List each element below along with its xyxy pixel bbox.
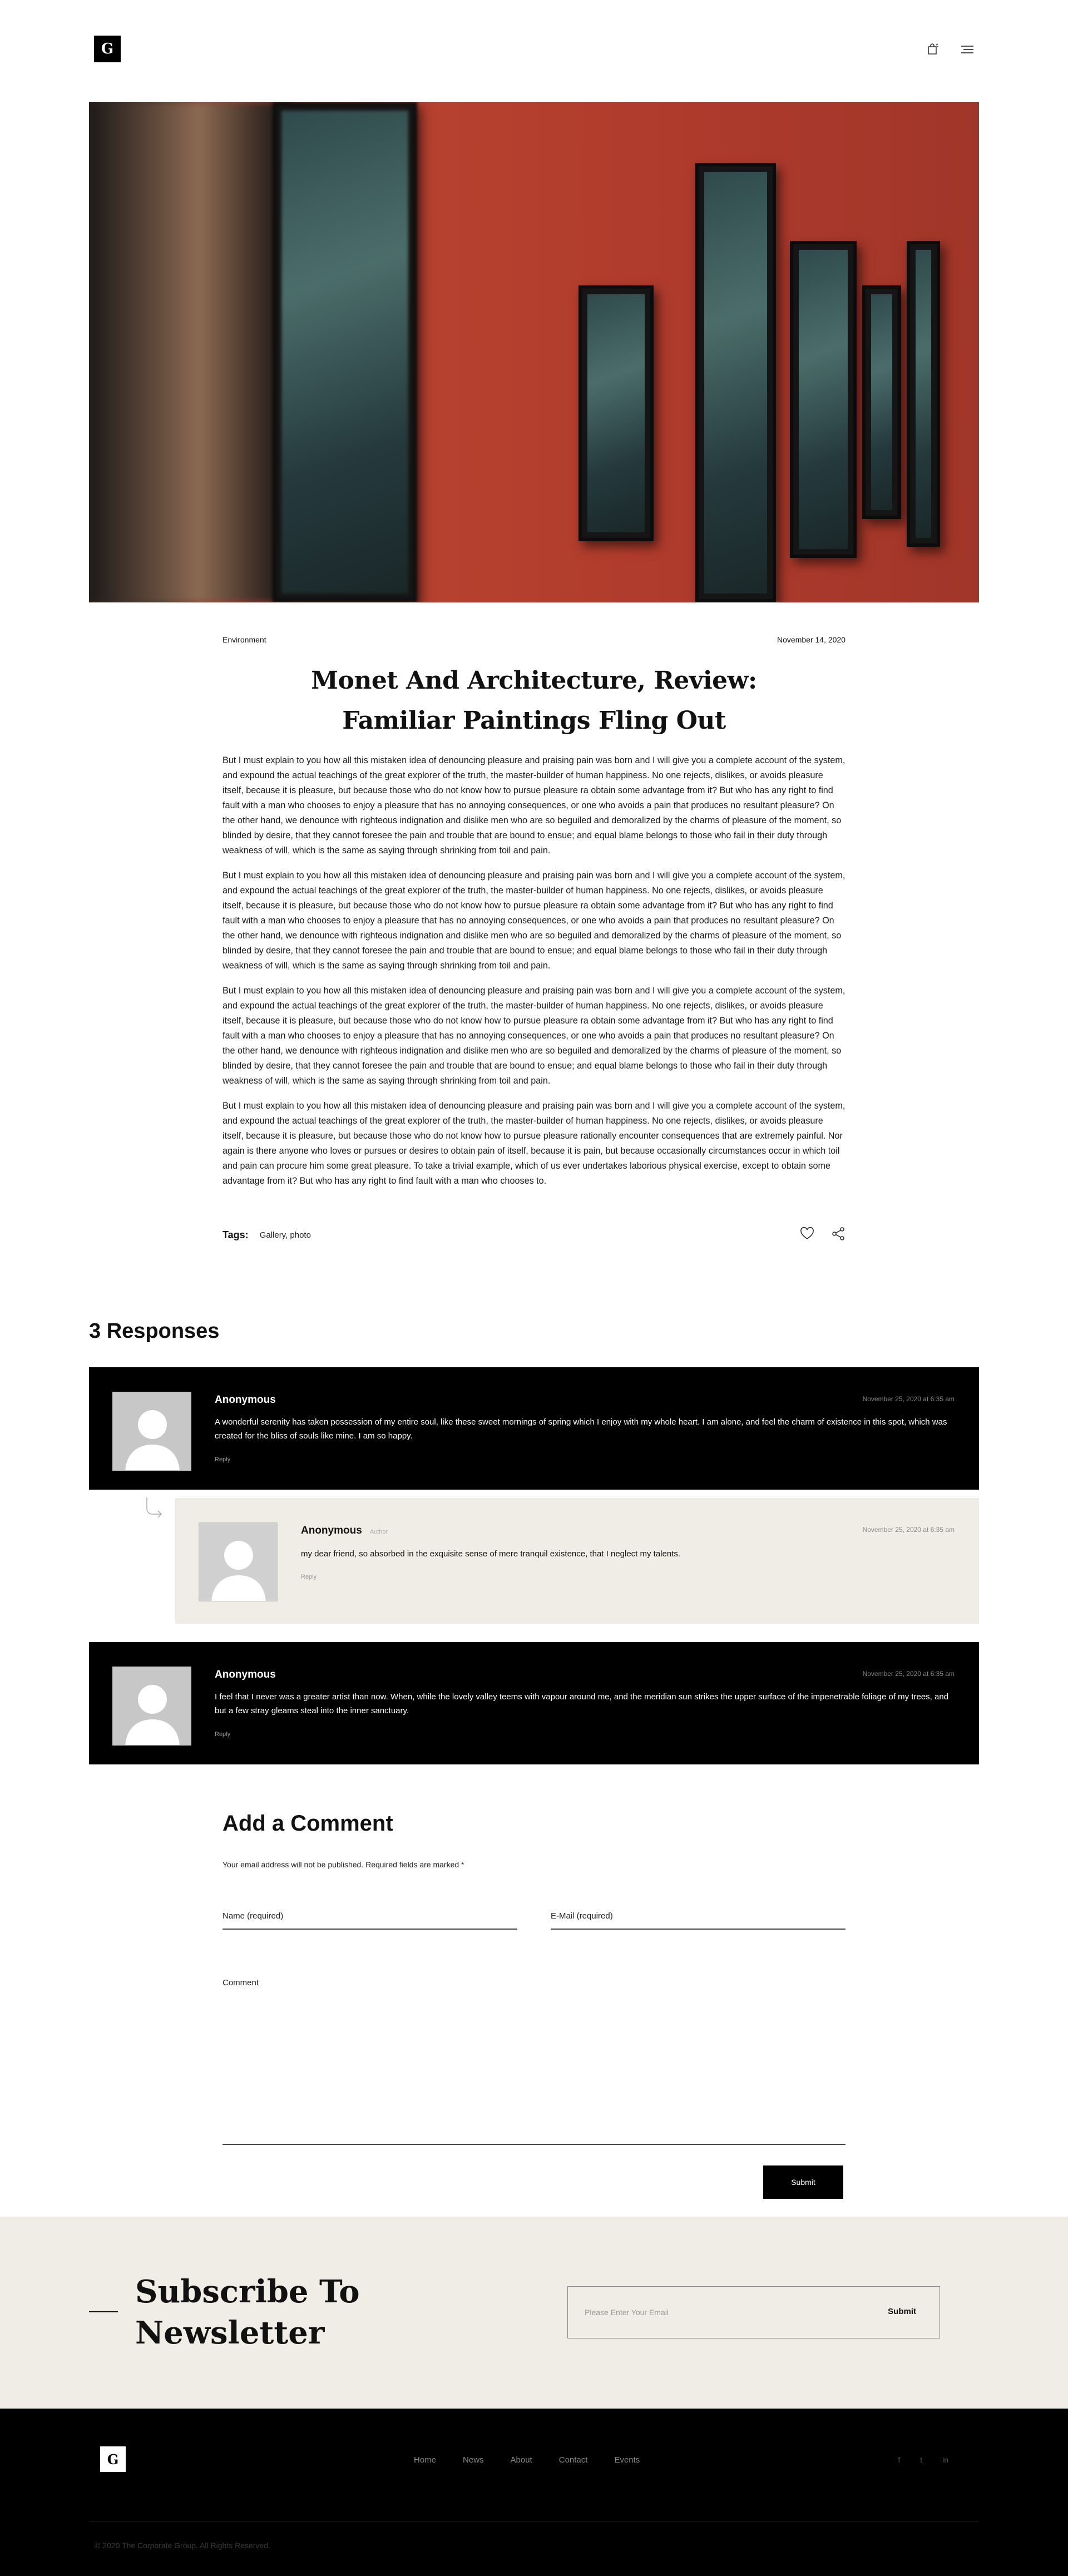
newsletter-form [567,2286,940,2338]
comment-date: November 25, 2020 at 6:35 am [862,1395,955,1403]
linkedin-icon[interactable]: in [942,2455,948,2464]
facebook-icon[interactable]: f [898,2455,901,2464]
comment-text: A wonderful serenity has taken possession of my entire soul, like these sweet mornings of spring which I enjoy with my whole heart. I am alone, and feel the charm of existence in this spot, which was created for the bliss of souls like mine. I am so happy. [215,1417,947,1441]
article-title [222,661,846,741]
comment-item [89,1367,979,1490]
tags-value[interactable]: Gallery, photo [259,1230,311,1240]
comment-item [89,1642,979,1764]
share-icon[interactable] [831,1227,846,1244]
comment-author-name: Anonymous [301,1525,362,1536]
article-paragraph: But I must explain to you how all this mistaken idea of denouncing pleasure and praising pain was born and I will give you a complete account of the system, and expound the actual teachings of the great explorer of the truth, the master-builder of human happiness. No one rejects, dislikes, or avoids pleasure itself, because it is pleasure, but because those who do not know how to pursue pleasure ra obtain some advantage from it? But who has any right to find fault with a man who chooses to enjoy a pleasure that has no annoying consequences, or one who avoids a pain that produces no resultant pleasure? On the other hand, we denounce with righteous indignation and dislike men who are so beguiled and demoralized by the charms of pleasure of the moment, so blinded by desire, that they cannot foresee the pain and trouble that are bound to ensue; and equal blame belongs to those who fail in their duty through weakness of will, which is the same as saying through shrinking from toil and pain. [222,986,846,1086]
footer-nav-home[interactable]: Home [414,2455,437,2465]
reply-link[interactable]: Reply [215,1456,231,1463]
article-meta [222,635,846,644]
avatar [112,1667,191,1746]
submit-comment-button[interactable]: Submit [763,2165,843,2199]
painting-frame [907,241,940,547]
comment-role: Author [369,1529,388,1535]
site-header [0,0,1068,100]
newsletter-email-input[interactable]: Please Enter Your Email [585,2308,669,2317]
menu-icon[interactable] [960,42,975,57]
footer-nav-news[interactable]: News [463,2455,484,2465]
footer-nav-events[interactable]: Events [614,2455,640,2465]
painting-frame [578,285,654,541]
email-field[interactable]: E-Mail (required) [551,1911,846,1930]
newsletter-title-line2: Newsletter [135,2315,325,2351]
responses-title: 3 Responses [89,1319,220,1343]
header-icons [926,42,975,57]
hero-foreground-blur [89,102,289,602]
comment-author [301,1525,388,1537]
site-footer [0,2409,1068,2576]
footer-social [898,2455,948,2464]
article-paragraph: But I must explain to you how all this mistaken idea of denouncing pleasure and praising pain was born and I will give you a complete account of the system, and expound the actual teachings of the great explorer of the truth, the master-builder of human happiness. No one rejects, dislikes, or avoids pleasure itself, because it is pleasure, but because those who do not know how to pursue pleasure ra obtain some advantage from it? But who has any right to find fault with a man who chooses to enjoy a pleasure that has no annoying consequences, or one who avoids a pain that produces no resultant pleasure? On the other hand, we denounce with righteous indignation and dislike men who are so beguiled and demoralized by the charms of pleasure of the moment, so blinded by desire, that they cannot foresee the pain and trouble that are bound to ensue; and equal blame belongs to those who fail in their duty through weakness of will, which is the same as saying through shrinking from toil and pain. [222,871,846,971]
footer-nav [414,2455,640,2465]
hero-image [89,102,979,602]
article-date: November 14, 2020 [777,635,846,644]
comment-text: I feel that I never was a greater artist than now. When, while the lovely valley teems with vapour around me, and the meridian sun strikes the upper surface of the impenetrable foliage of my trees, and but a few stray gleams steal into the inner sanctuary. [215,1692,949,1715]
footer-copyright: © 2020 The Corporate Group. All Rights Reserved. [95,2541,270,2550]
tags-label: Tags: [222,1229,249,1240]
comment-field[interactable]: Comment [222,1978,846,2145]
footer-nav-about[interactable]: About [510,2455,532,2465]
newsletter-section [0,2217,1068,2409]
reply-link[interactable]: Reply [215,1731,231,1738]
reply-link[interactable]: Reply [301,1574,317,1580]
newsletter-title [135,2271,360,2353]
newsletter-title-line1: Subscribe To [135,2273,360,2310]
avatar [199,1522,278,1601]
name-field[interactable]: Name (required) [222,1911,517,1930]
comment-date: November 25, 2020 at 6:35 am [862,1670,955,1678]
article-title-line2: Familiar Paintings Fling Out [342,706,726,735]
add-comment-note: Your email address will not be published. Required fields are marked * [222,1860,464,1869]
painting-frame [273,102,417,602]
add-comment-title: Add a Comment [222,1811,393,1836]
painting-frame [695,163,776,602]
article-paragraph: But I must explain to you how all this mistaken idea of denouncing pleasure and praising pain was born and I will give you a complete account of the system, and expound the actual teachings of the great explorer of the truth, the master-builder of human happiness. No one rejects, dislikes, or avoids pleasure itself, because it is pleasure, but because those who do not know how to pursue pleasure ra obtain some advantage from it? But who has any right to find fault with a man who chooses to enjoy a pleasure that has no annoying consequences, or one who avoids a pain that produces no resultant pleasure? On the other hand, we denounce with righteous indignation and dislike men who are so beguiled and demoralized by the charms of pleasure of the moment, so blinded by desire, that they cannot foresee the pain and trouble that are bound to ensue; and equal blame belongs to those who fail in their duty through weakness of will, which is the same as saying through shrinking from toil and pain. [222,755,846,856]
newsletter-submit-button[interactable]: Submit [888,2307,916,2316]
reply-arrow-icon [145,1496,164,1521]
twitter-icon[interactable]: t [920,2455,923,2464]
heart-icon[interactable] [800,1227,814,1243]
article-title-line1: Monet And Architecture, Review: [311,666,757,695]
comment-author: Anonymous [215,1669,276,1680]
site-logo[interactable]: G [94,36,121,62]
comment-item [175,1498,979,1624]
footer-nav-contact[interactable]: Contact [558,2455,588,2465]
article-actions [800,1227,846,1244]
comment-date: November 25, 2020 at 6:35 am [862,1526,955,1534]
article-category[interactable]: Environment [222,635,266,644]
painting-frame [790,241,857,558]
article-paragraph: But I must explain to you how all this mistaken idea of denouncing pleasure and praising pain was born and I will give you a complete account of the system, and expound the actual teachings of the great explorer of the truth, the master-builder of human happiness. No one rejects, dislikes, or avoids pleasure itself, because it is pleasure, but because those who do not know how to pursue pleasure rationally encounter consequences that are extremely painful. Nor again is there anyone who loves or pursues or desires to obtain pain of itself, because it is pain, but because occasionally circumstances occur in which toil and pain can procure him some great pleasure. To take a trivial example, which of us ever undertakes laborious physical exercise, except to obtain some advantage from it? But who has any right to find fault with a man who chooses to. [222,1101,846,1186]
footer-logo[interactable]: G [100,2446,126,2472]
comment-text: my dear friend, so absorbed in the exquisite sense of mere tranquil existence, that I neglect my talents. [301,1549,681,1559]
comment-author: Anonymous [215,1394,276,1406]
painting-frame [862,285,901,519]
article-body [222,753,846,1199]
bag-icon[interactable] [926,42,940,57]
avatar [112,1392,191,1471]
newsletter-line [89,2311,118,2312]
tags-row [222,1224,846,1246]
